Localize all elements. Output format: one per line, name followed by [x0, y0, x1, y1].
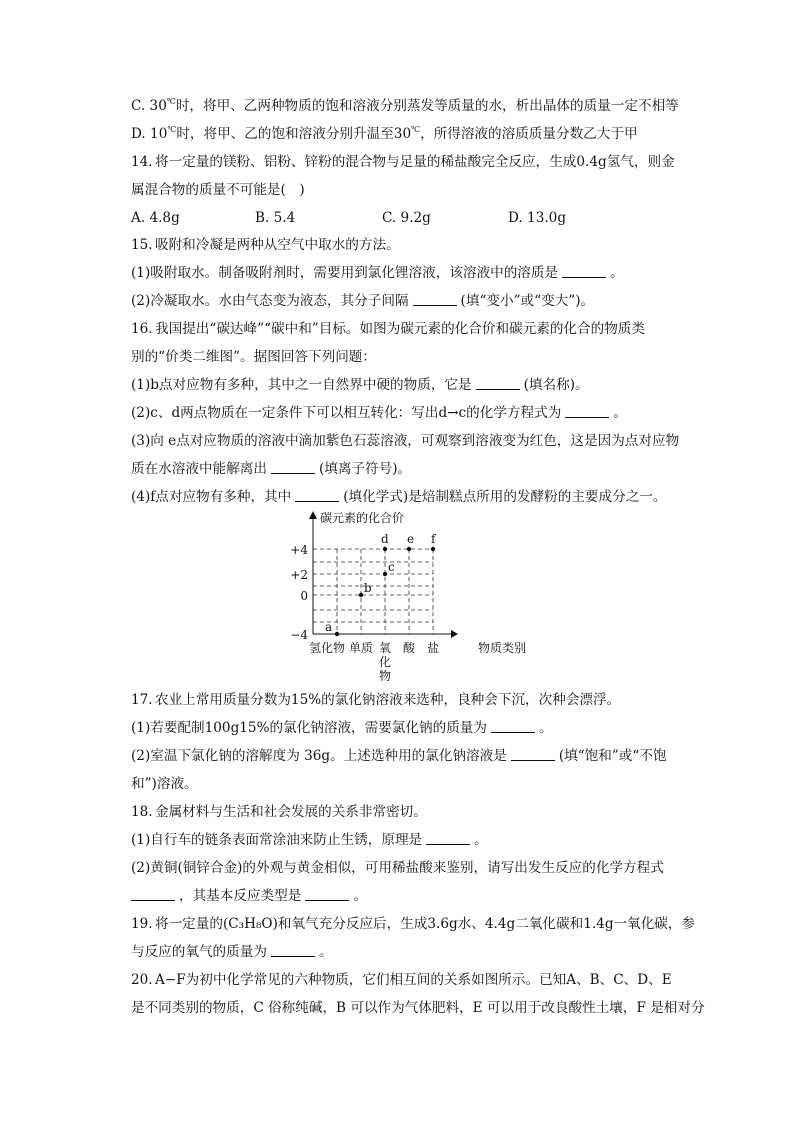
y-tick-label: −4 [290, 628, 308, 642]
x-category-label: 单质 [348, 641, 374, 655]
q14-options [131, 209, 611, 227]
x-axis-arrow [451, 630, 458, 638]
answer-blank[interactable] [491, 720, 535, 733]
q18-part-2-cont: ，其基本反应类型是 。 [131, 887, 367, 905]
answer-blank[interactable] [565, 405, 609, 418]
q20-line-2: 是不同类别的物质，C 俗称纯碱，B 可以作为气体肥料，E 可以用于改良酸性土壤，F 是相对分 [131, 1000, 705, 1016]
y-ticks [290, 543, 308, 642]
answer-blank[interactable] [476, 377, 520, 390]
point-d [383, 547, 387, 551]
y-tick-label: +2 [290, 568, 308, 582]
point-label-b: b [364, 581, 372, 595]
point-label-f: f [431, 532, 436, 546]
data-points [325, 532, 437, 636]
q17-part-2-cont: 和”)溶液。 [131, 776, 198, 792]
q16-part-3: (3)向 e点对应物质的溶液中滴加紫色石蕊溶液，可观察到溶液变为红色，这是因为点对应物 [131, 433, 680, 449]
point-a [335, 632, 339, 636]
answer-blank[interactable] [271, 944, 315, 957]
answer-blank[interactable] [413, 293, 457, 306]
q16-line-1: 16. 我国提出“碳达峰”“碳中和”目标。如图为碳元素的化合价和碳元素的化合的物质类 [131, 321, 645, 337]
y-tick-label: +4 [290, 543, 308, 557]
q15-part-1: (1)吸附取水。制备吸附剂时，需要用到氯化锂溶液，该溶液中的溶质是 。 [131, 265, 624, 281]
q17-line-1: 17. 农业上常用质量分数为15%的氯化钠溶液来选种，良种会下沉，次种会漂浮。 [131, 692, 621, 708]
x-category-label: 化 [378, 655, 392, 669]
x-category-label: 氧 [378, 641, 392, 655]
answer-blank[interactable] [295, 489, 339, 502]
q16-part-4: (4)f点对应物有多种，其中 (填化学式)是焙制糕点所用的发酵粉的主要成分之一。 [131, 489, 667, 505]
q15-part-2: (2)冷凝取水。水由气态变为液态，其分子间隔 (填“变小”或“变大”)。 [131, 293, 595, 309]
x-axis-label: 物质类别 [478, 641, 527, 655]
q14-option-c: C. 9.2g [382, 210, 431, 226]
point-e [407, 547, 411, 551]
point-label-a: a [325, 620, 333, 634]
q14-option-a: A. 4.8g [131, 210, 180, 226]
point-f [431, 547, 435, 551]
answer-blank[interactable] [426, 832, 470, 845]
q14-line-2: 属混合物的质量不可能是( ) [131, 182, 305, 198]
q18-part-2: (2)黄铜(铜锌合金)的外观与黄金相似，可用稀盐酸来鉴别，请写出发生反应的化学方程式 [131, 860, 664, 876]
point-label-d: d [381, 532, 389, 546]
q14-line-1: 14. 将一定量的镁粉、铝粉、锌粉的混合物与足量的稀盐酸完全反应，生成0.4g氢气，则金 [131, 154, 675, 170]
q16-part-2: (2)c、d两点物质在一定条件下可以相互转化：写出d→c的化学方程式为 。 [131, 405, 627, 421]
answer-blank[interactable] [305, 888, 349, 901]
q19-line-1: 19. 将一定量的(C₃H₈O)和氧气充分反应后，生成3.6g水、4.4g二氧化碳和1.4g一氧化碳，参 [131, 916, 696, 932]
answer-blank[interactable] [511, 748, 555, 761]
point-b [359, 593, 363, 597]
point-label-c: c [388, 560, 395, 574]
q14-option-b: B. 5.4 [255, 210, 296, 226]
q13-option-d: D. 10℃时，将甲、乙的饱和溶液分别升温至30℃，所得溶液的溶质质量分数乙大于甲 [131, 125, 638, 142]
y-axis-label: 碳元素的化合价 [320, 511, 405, 525]
point-label-e: e [407, 532, 415, 546]
q15-line-1: 15. 吸附和冷凝是两种从空气中取水的方法。 [131, 237, 400, 253]
q17-part-1: (1)若要配制100g15%的氯化钠溶液，需要氯化钠的质量为 。 [131, 720, 553, 736]
q16-part-1: (1)b点对应物有多种，其中之一自然界中硬的物质，它是 (填名称)。 [131, 377, 589, 393]
q16-part-3-cont: 质在水溶液中能解离出 (填离子符号)。 [131, 461, 412, 477]
q16-line-2: 别的“价类二维图”。据图回答下列问题： [131, 349, 376, 365]
q18-line-1: 18. 金属材料与生活和社会发展的关系非常密切。 [131, 804, 427, 820]
x-categories [309, 640, 439, 683]
x-category-label: 氢化物 [308, 641, 346, 655]
answer-blank[interactable] [131, 888, 175, 901]
q20-line-1: 20. A−F为初中化学常见的六种物质，它们相互间的关系如图所示。已知A、B、C、D、E [131, 972, 672, 988]
q17-part-2: (2)室温下氯化钠的溶解度为 36g。上述选种用的氯化钠溶液是 (填“饱和”或“不饱 [131, 748, 667, 764]
answer-blank[interactable] [562, 265, 606, 278]
x-category-label: 酸 [402, 641, 416, 655]
x-category-label: 物 [378, 669, 392, 683]
carbon-valence-category-chart [286, 507, 527, 689]
answer-blank[interactable] [271, 461, 315, 474]
q14-option-d: D. 13.0g [508, 210, 567, 226]
y-tick-label: 0 [300, 589, 308, 603]
point-c [383, 572, 387, 576]
q19-line-2: 与反应的氧气的质量为 。 [131, 944, 333, 960]
y-axis-arrow [309, 511, 317, 519]
x-category-label: 盐 [426, 641, 440, 655]
q18-part-1: (1)自行车的链条表面常涂油来防止生锈，原理是 。 [131, 832, 488, 848]
q13-option-c: C. 30℃时，将甲、乙两种物质的饱和溶液分别蒸发等质量的水，析出晶体的质量一定不相等 [131, 97, 679, 114]
